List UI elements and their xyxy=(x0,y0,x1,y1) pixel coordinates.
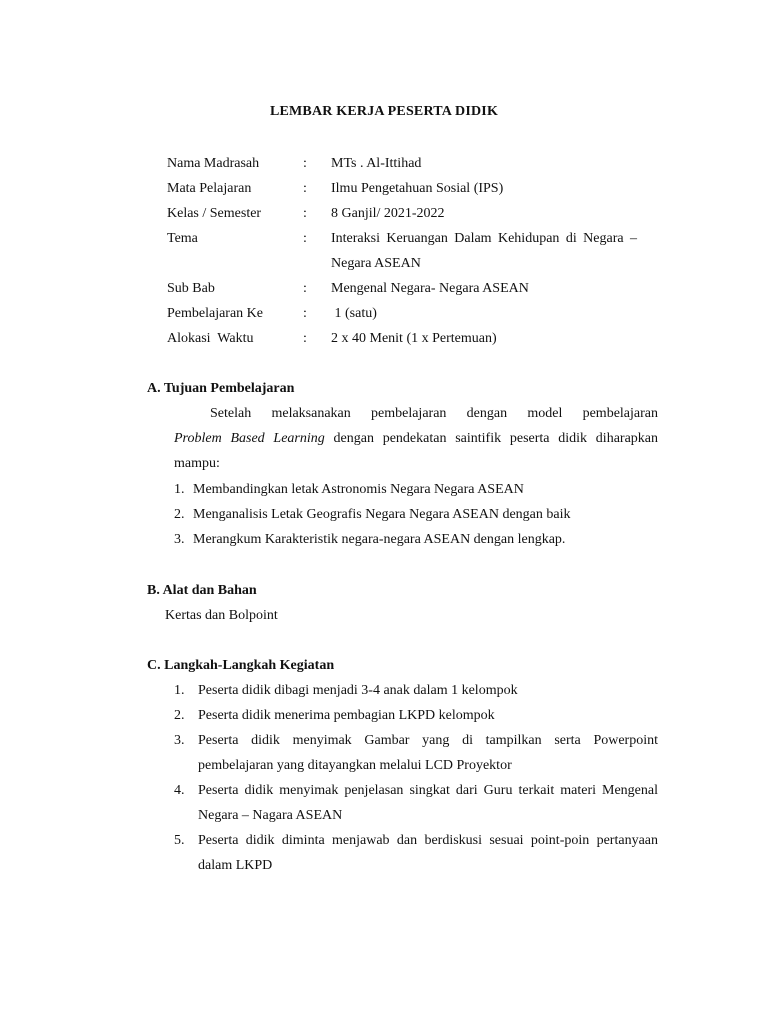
list-item xyxy=(174,728,658,778)
list-text: Merangkum Karakteristik negara-negara ASEAN dengan lengkap. xyxy=(193,532,566,547)
list-item xyxy=(174,678,658,703)
identity-row xyxy=(167,226,637,276)
identity-label: Alokasi Waktu xyxy=(167,331,254,346)
list-number: 1. xyxy=(174,482,185,497)
list-item xyxy=(174,778,658,828)
identity-colon: : xyxy=(303,181,307,196)
list-item xyxy=(174,477,658,502)
tujuan-intro-line: Setelah melaksanakan pembelajaran dengan model pembelajaran xyxy=(210,406,658,421)
identity-value: MTs . Al-Ittihad xyxy=(331,156,422,171)
list-number: 3. xyxy=(174,532,185,547)
identity-colon: : xyxy=(303,281,307,296)
identity-value: Ilmu Pengetahuan Sosial (IPS) xyxy=(331,181,504,196)
identity-label: Sub Bab xyxy=(167,281,215,296)
list-number: 2. xyxy=(174,507,185,522)
model-name: Problem Based Learning xyxy=(174,431,325,446)
identity-value: Interaksi Keruangan Dalam Kehidupan di Negara – Negara ASEAN xyxy=(331,231,637,271)
section-heading-langkah: C. Langkah-Langkah Kegiatan xyxy=(147,658,335,673)
tujuan-list xyxy=(174,477,658,552)
list-item xyxy=(174,703,658,728)
identity-value: Mengenal Negara- Negara ASEAN xyxy=(331,281,529,296)
list-text: Peserta didik menyimak penjelasan singkat dari Guru terkait materi Mengenal Negara – Nagara ASEAN xyxy=(198,783,658,823)
section-heading-alat: B. Alat dan Bahan xyxy=(147,583,257,598)
list-number: 2. xyxy=(174,708,185,723)
identity-colon: : xyxy=(303,231,307,246)
list-item xyxy=(174,828,658,878)
tujuan-intro xyxy=(174,401,658,476)
identity-colon: : xyxy=(303,156,307,171)
identity-table xyxy=(167,151,637,351)
identity-row xyxy=(167,276,637,301)
list-text: Menganalisis Letak Geografis Negara Negara ASEAN dengan baik xyxy=(193,507,571,522)
list-text: Peserta didik menerima pembagian LKPD kelompok xyxy=(198,708,495,723)
list-number: 1. xyxy=(174,683,185,698)
identity-colon: : xyxy=(303,331,307,346)
list-text: Membandingkan letak Astronomis Negara Negara ASEAN xyxy=(193,482,524,497)
langkah-list xyxy=(174,678,658,878)
identity-label: Pembelajaran Ke xyxy=(167,306,264,321)
tujuan-intro-tail: dengan pendekatan saintifik peserta didik diharapkan mampu: xyxy=(174,431,658,471)
identity-colon: : xyxy=(303,306,307,321)
list-number: 3. xyxy=(174,733,185,748)
identity-value: 2 x 40 Menit (1 x Pertemuan) xyxy=(331,331,497,346)
identity-label: Nama Madrasah xyxy=(167,156,260,171)
list-text: Peserta didik dibagi menjadi 3-4 anak dalam 1 kelompok xyxy=(198,683,518,698)
identity-row xyxy=(167,301,637,326)
list-number: 5. xyxy=(174,833,185,848)
list-text: Peserta didik diminta menjawab dan berdiskusi sesuai point-poin pertanyaan dalam LKPD xyxy=(198,833,658,873)
section-heading-tujuan: A. Tujuan Pembelajaran xyxy=(147,381,295,396)
identity-label: Mata Pelajaran xyxy=(167,181,252,196)
identity-colon: : xyxy=(303,206,307,221)
list-item xyxy=(174,502,658,527)
identity-row xyxy=(167,151,637,176)
identity-label: Tema xyxy=(167,231,198,246)
identity-row xyxy=(167,326,637,351)
identity-label: Kelas / Semester xyxy=(167,206,262,221)
identity-value: 8 Ganjil/ 2021-2022 xyxy=(331,206,445,221)
alat-text: Kertas dan Bolpoint xyxy=(165,608,278,623)
list-text: Peserta didik menyimak Gambar yang di tampilkan serta Powerpoint pembelajaran yang ditayangkan melalui LCD Proyektor xyxy=(198,733,658,773)
tujuan-intro-rest xyxy=(174,426,658,476)
identity-row xyxy=(167,176,637,201)
identity-value: 1 (satu) xyxy=(331,306,377,321)
identity-row xyxy=(167,201,637,226)
document-title: LEMBAR KERJA PESERTA DIDIK xyxy=(269,104,499,119)
list-number: 4. xyxy=(174,783,185,798)
list-item xyxy=(174,527,658,552)
